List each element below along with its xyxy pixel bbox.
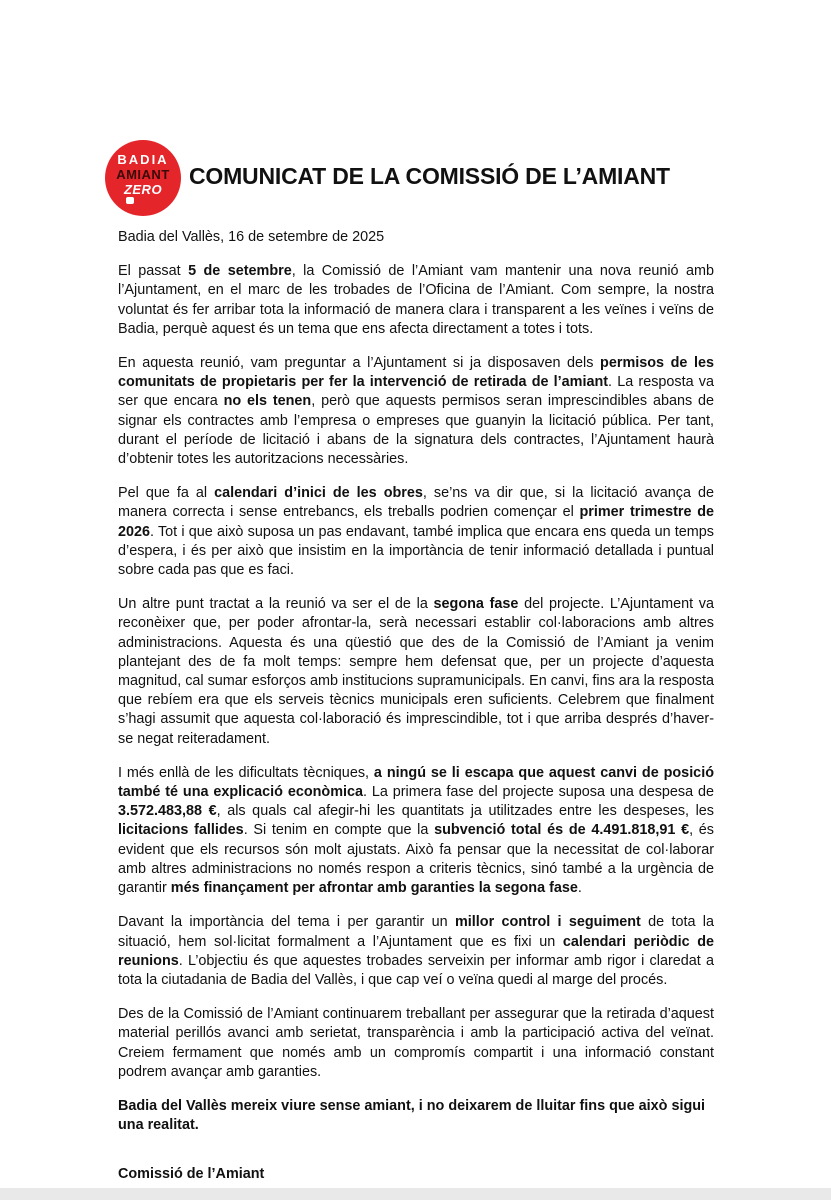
text-run: , als quals cal afegir-hi les quantitats ja utilitzades entre les despeses, les [216,803,714,820]
paragraph-5 [118,764,714,898]
document-date: Badia del Vallès, 16 de setembre de 2025 [118,229,385,245]
document-body [118,228,714,1200]
bold-run: calendari d’inici de les obres [214,485,423,502]
text-run: de tota la situació, hem sol·licitat formalment a l’Ajuntament que es fixi un [118,914,714,950]
paragraph-1 [118,262,714,339]
text-run: El passat [118,263,189,280]
bold-run: 5 de setembre [188,263,292,280]
paragraph-7 [118,1005,714,1082]
text-run: , se’ns va dir que, si la licitació avança de manera correcta i sense entrebancs, els treballs podrien començar el [118,485,714,521]
paragraph-4 [118,595,714,749]
bold-run: subvenció total és de 4.491.818,91 € [434,822,690,839]
text-run: . [577,880,582,897]
signature: Comissió de l’Amiant [118,1166,265,1183]
badia-amiant-zero-logo [105,140,181,216]
text-run: En aquesta reunió, vam preguntar a l’Ajuntament si ja disposaven dels [118,355,601,372]
text-run: . La resposta va ser que encara [118,374,714,410]
text-run: I més enllà de les dificultats tècniques, [118,764,374,781]
text-run: Des de la Comissió de l’Amiant continuarem treballant per assegurar que la retirada d’aquest material perillós avanci amb serietat, transparència i amb la participació activa del veïnat. Creiem fermament que només amb un compromís compartit i una informació constant podrem avançar amb garanties. [118,1006,714,1080]
bold-run: 3.572.483,88 € [118,803,217,820]
text-run: , és evident que els recursos són molt ajustats. Això fa pensar que la necessitat de col·laborar amb altres administracions no només respon a criteris tècnics, sinó també a la urgència de garantir [118,822,714,897]
page-bottom-edge [0,1188,831,1200]
bold-run: millor control i seguiment [454,914,641,931]
bold-run: licitacions fallides [118,822,244,839]
document-title: COMUNICAT DE LA COMISSIÓ DE L’AMIANT [189,163,670,189]
paragraph-6 [118,913,714,990]
bold-run: permisos de les comunitats de propietaris per fer la intervenció de retirada de l’amiant [118,355,715,391]
logo-line-2: AMIANT [116,167,170,182]
bold-run: no els tenen [223,393,312,410]
text-run: . La primera fase del projecte suposa una despesa de [363,784,714,801]
paragraph-2 [118,354,714,469]
text-run: . Tot i que això suposa un pas endavant, també implica que encara ens queda un temps d’espera, i és per això que insistim en la importància de tenir informació detallada i puntual sobre cada pas que es faci. [118,523,714,579]
bold-run: més finançament per afrontar amb garanties la segona fase [170,880,578,897]
bold-run: a ningú se li escapa que aquest canvi de posició també té una explicació econòmica [118,764,714,801]
text-run: . Si tenim en compte que la [243,822,435,839]
logo-line-3 [124,182,162,204]
thumbs-up-icon [126,197,134,204]
text-run: Davant la importància del tema i per garantir un [118,914,455,931]
text-run: del projecte. L’Ajuntament va reconèixer que, per poder afrontar-la, serà necessari establir col·laboracions amb altres administracions. Aquesta és una qüestió que des de la Comissió de l’Amiant ja venim plantejant des de fa molt temps: sempre hem defensat que, per un projecte d’aquesta magnitud, cal sumar esforços amb institucions supramunicipals. En canvi, fins ara la resposta que rebíem era que els serveis tècnics municipals eren suficients. Celebrem que finalment s’hagi assumit que aquesta col·laboració és imprescindible, tot i que arriba després d’haver-se negat reiteradament. [118,596,715,747]
text-run: , la Comissió de l’Amiant vam mantenir una nova reunió amb l’Ajuntament, en el marc de les trobades de l’Oficina de l’Amiant. Com sempre, la nostra voluntat és fer arribar tota la informació de manera clara i transparent a les veïnes i veïns de Badia, perquè aquest és un tema que ens afecta directament a totes i tots. [118,263,714,337]
text-run: , però que aquests permisos seran imprescindibles abans de signar els contractes amb l’empresa o empreses que guanyin la licitació pública. Per tant, durant el període de licitació i abans de la signatura dels contractes, l’Ajuntament haurà d’obtenir totes les autoritzacions necessàries. [118,393,715,468]
bold-run: primer trimestre de 2026 [118,504,715,540]
logo-line-1: BADIA [117,152,169,167]
text-run: Un altre punt tractat a la reunió va ser el de la [118,596,434,613]
closing-statement: Badia del Vallès mereix viure sense amiant, i no deixarem de lluitar fins que això sigui una realitat. [118,1097,706,1134]
paragraph-3 [118,484,714,580]
bold-run: calendari periòdic de reunions [118,933,714,969]
text-run: . L’objectiu és que aquestes trobades serveixin per informar amb rigor i claredat a tota la ciutadania de Badia del Vallès, i que cap veí o veïna quedi al marge del procés. [118,952,714,988]
bold-run: segona fase [433,596,519,613]
text-run: Pel que fa al [118,485,215,502]
logo-line-3-text: ZERO [123,182,163,197]
